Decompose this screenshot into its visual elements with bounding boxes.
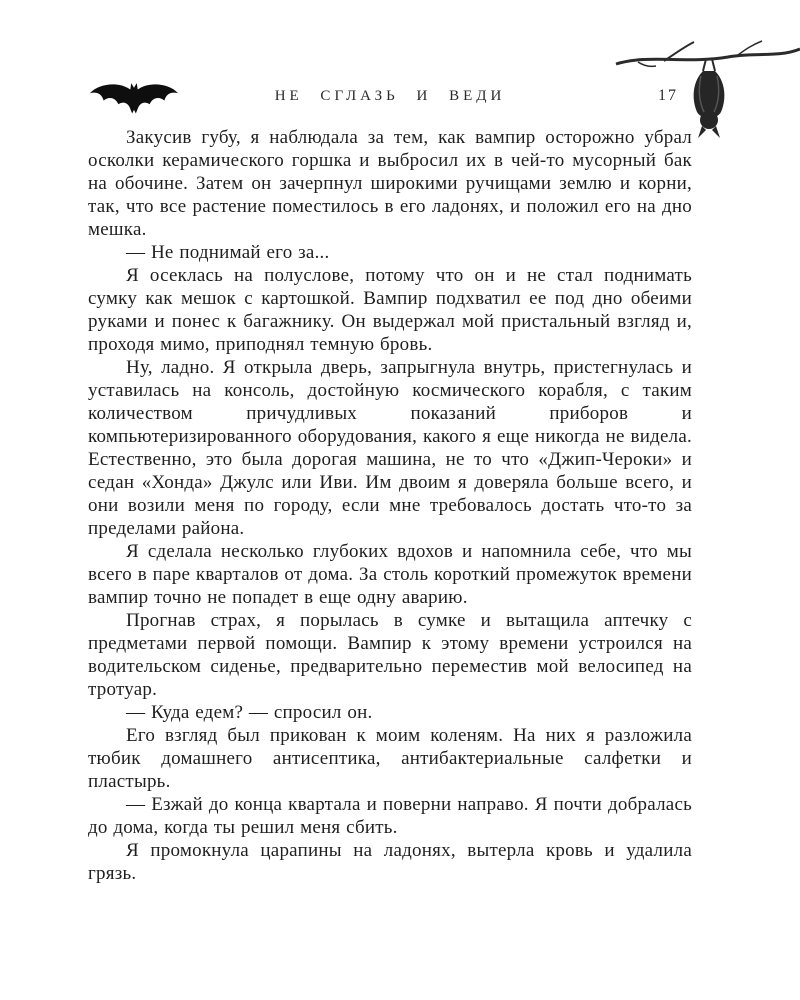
paragraph: Я промокнула царапины на ладонях, вытерла кровь и удалила грязь. bbox=[88, 840, 692, 884]
page-header bbox=[88, 88, 692, 114]
paragraph-dialogue: — Не поднимай его за... bbox=[126, 242, 330, 263]
paragraph: Прогнав страх, я порылась в сумке и вытащила аптечку с предметами первой помощи. Вампир к этому времени устроился на водительском сиденье, предварительно переместив мой велосипед на тротуар. bbox=[88, 610, 692, 700]
paragraph: Я сделала несколько глубоких вдохов и напомнила себе, что мы всего в паре кварталов от дома. За столь короткий промежуток времени вампир точно не попадет в еще одну аварию. bbox=[88, 541, 692, 608]
page-number: 17 bbox=[658, 87, 678, 104]
paragraph-dialogue: — Куда едем? — спросил он. bbox=[126, 702, 373, 723]
paragraph: Я осеклась на полуслове, потому что он и не стал поднимать сумку как мешок с картошкой. Вампир подхватил ее под дно обеими руками и понес к багажнику. Он выдержал мой пристальный взгляд и, проходя мимо, приподнял темную бровь. bbox=[88, 265, 692, 355]
paragraph-dialogue: — Езжай до конца квартала и поверни направо. Я почти добралась до дома, когда ты решил меня сбить. bbox=[88, 794, 692, 838]
paragraph: Ну, ладно. Я открыла дверь, запрыгнула внутрь, пристегнулась и уставилась на консоль, достойную космического корабля, с таким количеством причудливых показаний приборов и компьютеризированного оборудования, какого я еще никогда не видела. Естественно, это была дорогая машина, не то что «Джип-Чероки» и седан «Хонда» Джулс или Иви. Им двоим я доверяла больше всего, и они возили меня по городу, если мне требовалось достать что-то за пределами района. bbox=[88, 357, 692, 539]
paragraph: Его взгляд был прикован к моим коленям. На них я разложила тюбик домашнего антисептика, антибактериальные салфетки и пластырь. bbox=[88, 725, 692, 792]
paragraph: Закусив губу, я наблюдала за тем, как вампир осторожно убрал осколки керамического горшка и выбросил их в чей-то мусорный бак на обочине. Затем он зачерпнул широкими ручищами землю и корни, так, что все растение поместилось в его ладонях, и положил его на дно мешка. bbox=[88, 127, 692, 240]
running-title: НЕ СГЛАЗЬ И ВЕДИ bbox=[274, 88, 506, 104]
body-text bbox=[88, 126, 692, 885]
